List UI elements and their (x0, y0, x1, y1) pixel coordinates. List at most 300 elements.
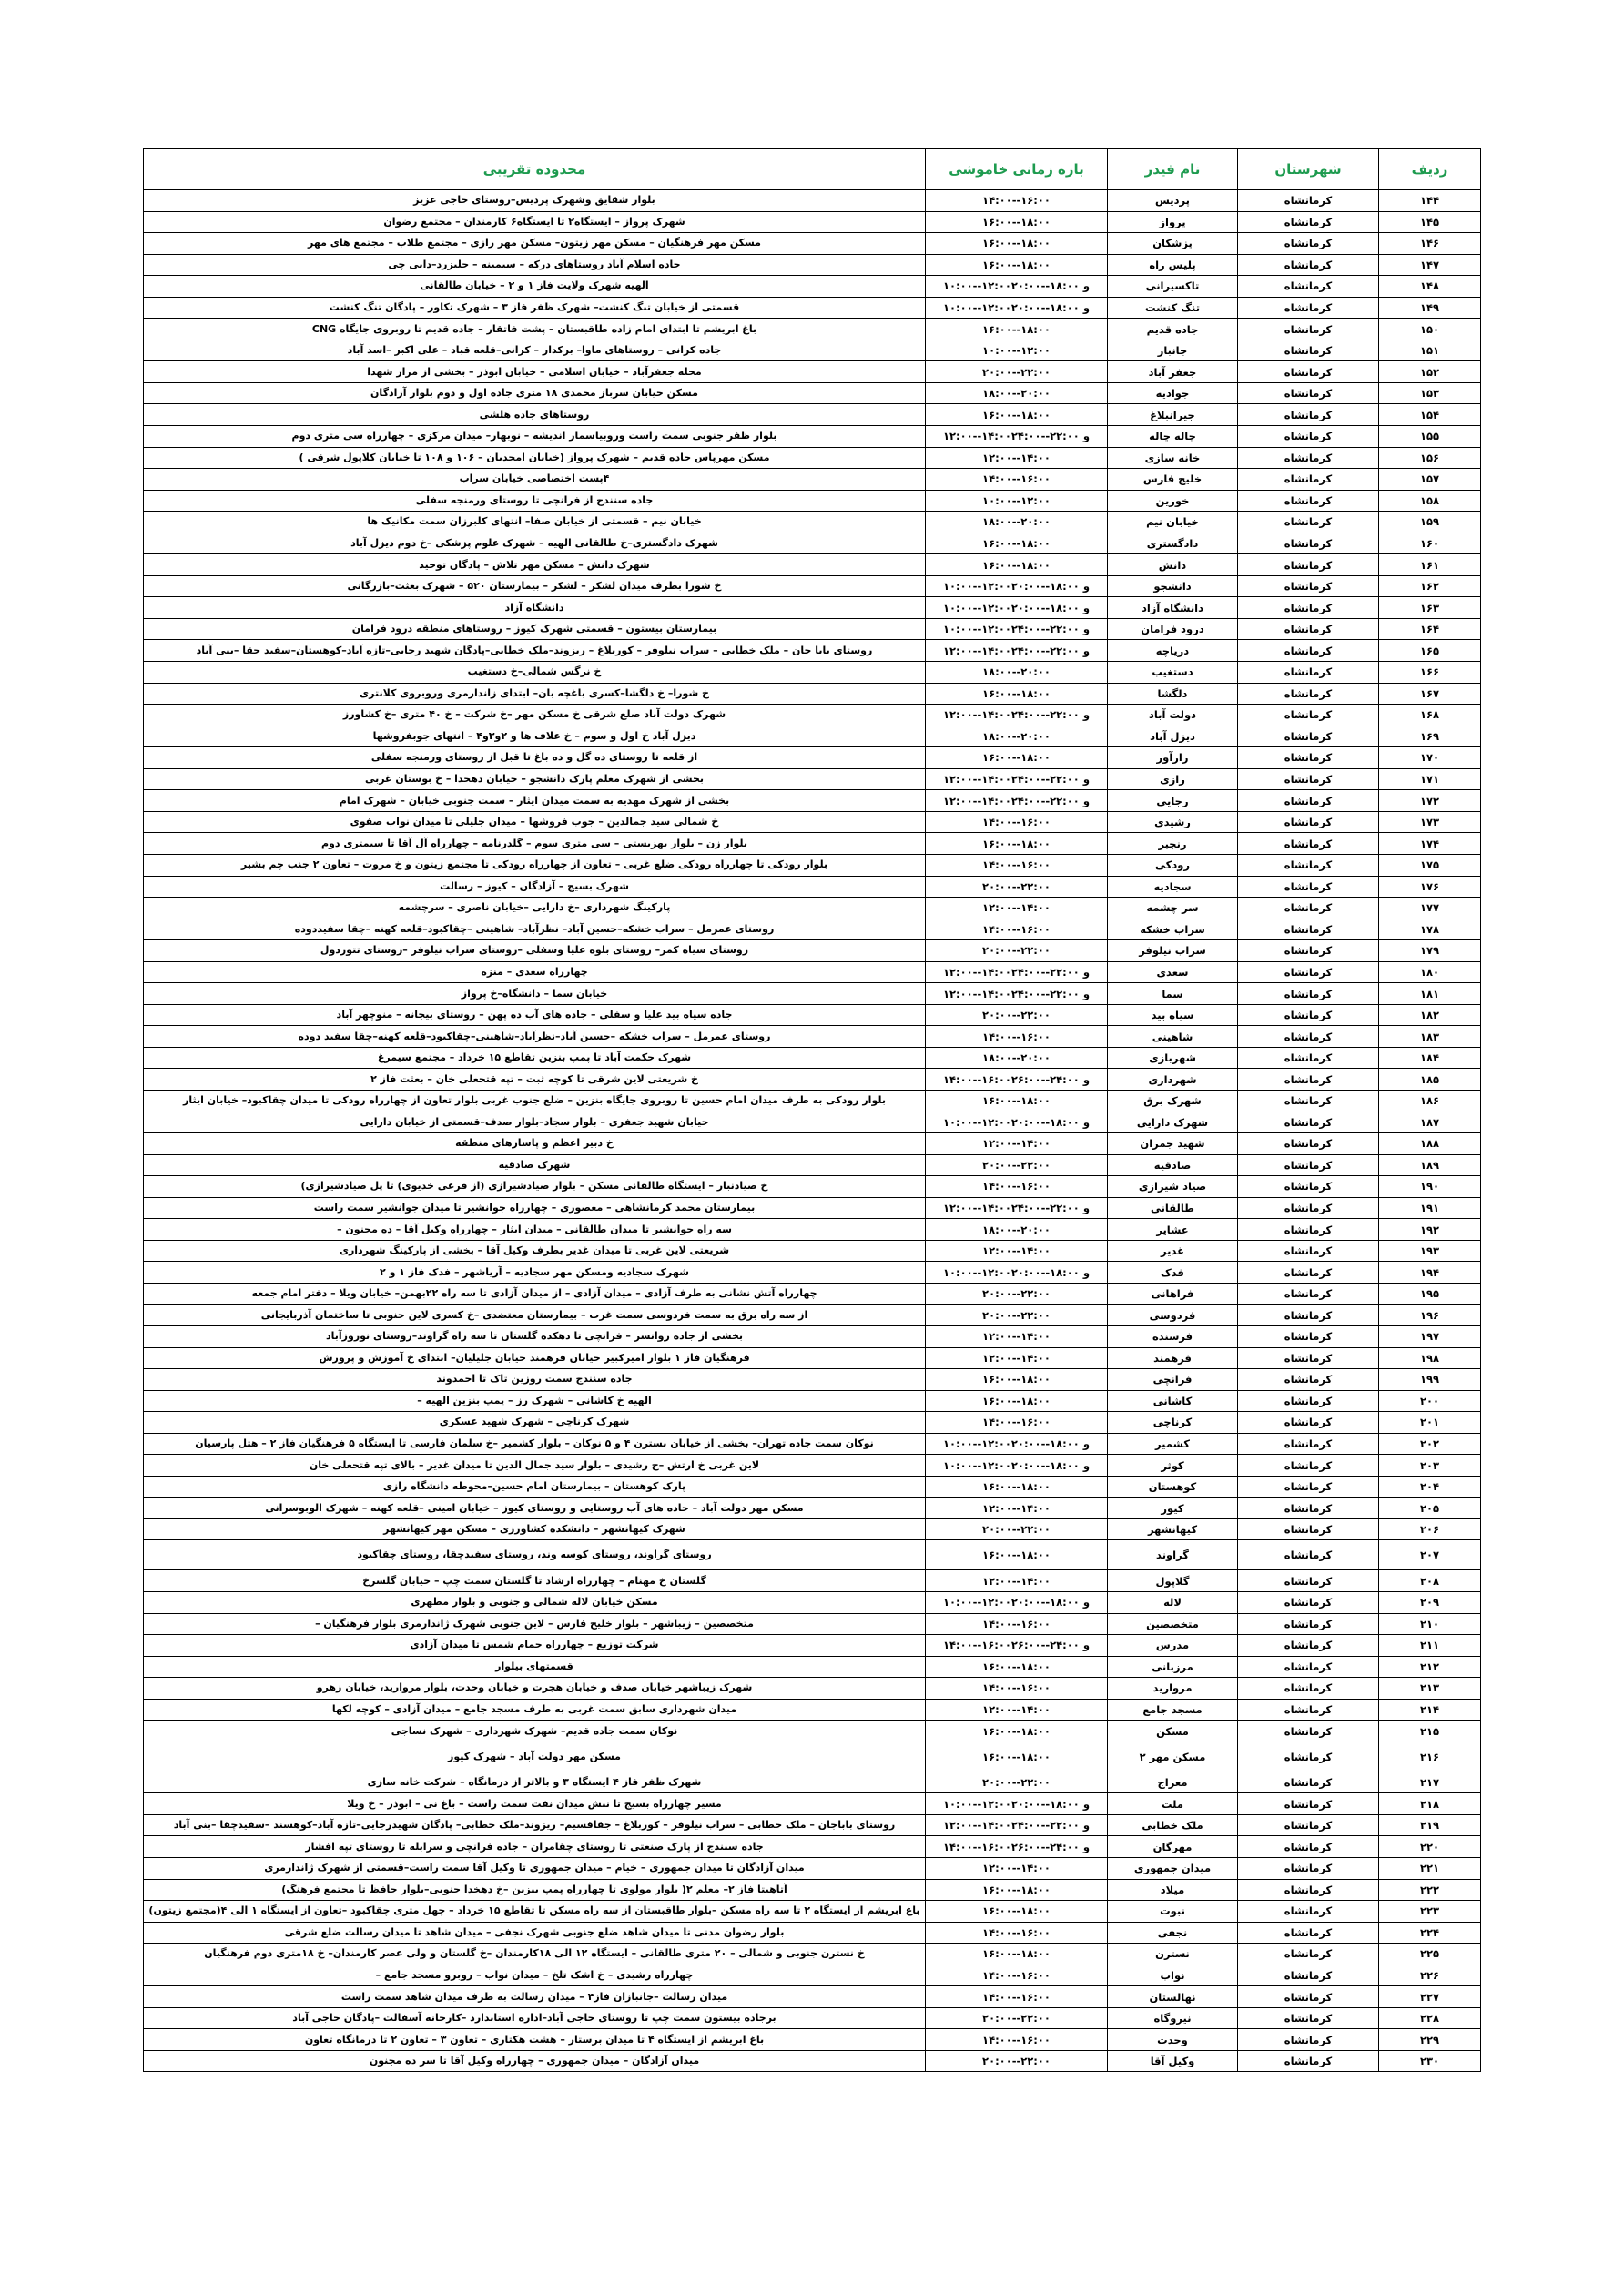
outage-time-cell: ۱۲:۰۰--۱۴:۰۰ (926, 1858, 1108, 1880)
outage-time-cell: ۱۲:۰۰--۱۴:۰۰و ۲۲:۰۰--۲۴:۰۰ (926, 768, 1108, 790)
area-cell: بلوار ظفر جنوبی سمت راست وروبیاسمار اندیشه – نوبهار– میدان مرکزی – چهارراه سی متری دوم (144, 426, 926, 448)
county-cell: کرمانشاه (1238, 1678, 1379, 1700)
feeder-name-cell: فرانچی (1108, 1369, 1238, 1391)
area-cell: جاده سیاه بید علیا و سفلی – جاده های آب ده پهن – روستای بیجانه – منوچهر آباد (144, 1004, 926, 1026)
table-row (144, 233, 1481, 255)
feeder-name-cell: غدیر (1108, 1240, 1238, 1262)
outage-time-cell: ۱۸:۰۰--۲۰:۰۰ (926, 662, 1108, 684)
feeder-name-cell: پزشکان (1108, 233, 1238, 255)
table-row (144, 1154, 1481, 1176)
row-number-cell: ۲۱۷ (1379, 1772, 1481, 1793)
area-cell: میدان آزادگان – میدان جمهوری – چهارراه وکیل آقا تا سر ده مجنون (144, 2050, 926, 2072)
table-row (144, 618, 1481, 640)
row-number-cell: ۱۹۲ (1379, 1219, 1481, 1241)
table-row (144, 1836, 1481, 1858)
feeder-name-cell: فردوسی (1108, 1305, 1238, 1326)
area-cell: خ شمالی سید جمالدین – جوب فروشها – میدان جلیلی تا میدان نواب صفوی (144, 811, 926, 833)
outage-time-cell: ۲۰:۰۰--۲۲:۰۰ (926, 940, 1108, 962)
row-number-cell: ۲۲۸ (1379, 2007, 1481, 2029)
county-cell: کرمانشاه (1238, 640, 1379, 662)
outage-time-cell: ۱۶:۰۰--۱۸:۰۰ (926, 1944, 1108, 1965)
row-number-cell: ۱۸۷ (1379, 1112, 1481, 1133)
county-cell: کرمانشاه (1238, 597, 1379, 619)
area-cell: بلوار زن – بلوار بهزیستی – سی متری سوم – گلدرنامه – چهارراه آل آقا تا سیمتری دوم (144, 833, 926, 855)
outage-time-cell: ۱۴:۰۰--۱۶:۰۰ (926, 1412, 1108, 1434)
row-number-cell: ۱۴۸ (1379, 276, 1481, 298)
area-cell: مسکن خیابان سرباز محمدی ۱۸ متری جاده اول و دوم بلوار آزادگان (144, 382, 926, 404)
county-cell: کرمانشاه (1238, 705, 1379, 726)
outage-time-cell: ۱۲:۰۰--۱۴:۰۰و ۲۲:۰۰--۲۴:۰۰ (926, 426, 1108, 448)
outage-time-cell: ۱۲:۰۰--۱۴:۰۰و ۲۲:۰۰--۲۴:۰۰ (926, 640, 1108, 662)
feeder-name-cell: شهرک برق (1108, 1090, 1238, 1112)
county-cell: کرمانشاه (1238, 533, 1379, 554)
table-row (144, 554, 1481, 576)
area-cell: برجاده بیستون سمت چپ تا روستای حاجی آباد–اداره استاندارد –کارخانه آسفالت –پادگان حاجی آباد (144, 2007, 926, 2029)
table-row (144, 1965, 1481, 1986)
feeder-name-cell: معراج (1108, 1772, 1238, 1793)
feeder-name-cell: تاکسیرانی (1108, 276, 1238, 298)
county-cell: کرمانشاه (1238, 1656, 1379, 1678)
table-row (144, 533, 1481, 554)
table-row (144, 469, 1481, 491)
header-area: محدوده تقریبی (144, 149, 926, 190)
table-row (144, 1090, 1481, 1112)
table-row (144, 833, 1481, 855)
table-row (144, 1793, 1481, 1815)
county-cell: کرمانشاه (1238, 1133, 1379, 1155)
feeder-name-cell: دیزل آباد (1108, 726, 1238, 747)
feeder-name-cell: خلیج فارس (1108, 469, 1238, 491)
row-number-cell: ۱۹۷ (1379, 1325, 1481, 1347)
table-row (144, 983, 1481, 1005)
outage-time-cell: ۱۴:۰۰--۱۶:۰۰ (926, 1678, 1108, 1700)
outage-time-cell: ۱۰:۰۰--۱۲:۰۰ (926, 490, 1108, 512)
area-cell: از قلعه تا روستای ده گل و ده باغ تا قبل از روستای ورمنجه سفلی (144, 747, 926, 769)
outage-time-cell: ۲۰:۰۰--۲۲:۰۰ (926, 876, 1108, 898)
row-number-cell: ۲۱۴ (1379, 1699, 1481, 1721)
feeder-name-cell: رشیدی (1108, 811, 1238, 833)
row-number-cell: ۲۲۶ (1379, 1965, 1481, 1986)
row-number-cell: ۲۱۸ (1379, 1793, 1481, 1815)
row-number-cell: ۱۵۳ (1379, 382, 1481, 404)
outage-time-cell: ۱۴:۰۰--۱۶:۰۰ (926, 1026, 1108, 1048)
outage-time-cell: ۱۶:۰۰--۱۸:۰۰ (926, 319, 1108, 340)
outage-time-cell: ۱۰:۰۰--۱۲:۰۰ (926, 340, 1108, 361)
row-number-cell: ۱۷۸ (1379, 919, 1481, 940)
outage-table (143, 148, 1481, 2072)
county-cell: کرمانشاه (1238, 1986, 1379, 2008)
outage-time-cell: ۱۸:۰۰--۲۰:۰۰ (926, 726, 1108, 747)
county-cell: کرمانشاه (1238, 1154, 1379, 1176)
feeder-name-cell: جوادیه (1108, 382, 1238, 404)
outage-time-cell: ۱۸:۰۰--۲۰:۰۰ (926, 512, 1108, 533)
feeder-name-cell: خانه سازی (1108, 447, 1238, 469)
county-cell: کرمانشاه (1238, 876, 1379, 898)
area-cell: باغ ابریشم تا ابتدای امام زاده طاقبستان – پشت فاتقار – جاده قدیم تا روبروی جایگاه CNG (144, 319, 926, 340)
feeder-name-cell: لاله (1108, 1592, 1238, 1614)
county-cell: کرمانشاه (1238, 512, 1379, 533)
table-row (144, 1772, 1481, 1793)
row-number-cell: ۲۰۴ (1379, 1476, 1481, 1498)
feeder-name-cell: مهرگان (1108, 1836, 1238, 1858)
row-number-cell: ۱۷۹ (1379, 940, 1481, 962)
row-number-cell: ۱۵۸ (1379, 490, 1481, 512)
outage-time-cell: ۱۶:۰۰--۱۸:۰۰ (926, 1721, 1108, 1742)
table-row (144, 961, 1481, 983)
outage-time-cell: ۱۴:۰۰--۱۶:۰۰ (926, 919, 1108, 940)
area-cell: سه راه جوانشیر تا میدان طالقانی – میدان ایثار – چهارراه وکیل آقا – ده مجنون – (144, 1219, 926, 1241)
outage-time-cell: ۱۲:۰۰--۱۴:۰۰ (926, 898, 1108, 919)
outage-time-cell: ۱۰:۰۰--۱۲:۰۰و ۱۸:۰۰--۲۰:۰۰ (926, 1455, 1108, 1477)
table-row (144, 1283, 1481, 1305)
table-row (144, 1613, 1481, 1635)
area-cell: مسیر چهارراه بسیج تا نبش میدان نفت سمت راست – باغ نی – ابوذر – خ ویلا (144, 1793, 926, 1815)
feeder-name-cell: سراب خشکه (1108, 919, 1238, 940)
area-cell: خ شورا– خ دلگشا–کسری باغچه بان– ابتدای زاندارمری وروبروی کلانتری (144, 683, 926, 705)
area-cell: خیابان سما – دانشگاه–خ پرواز (144, 983, 926, 1005)
outage-time-cell: ۱۰:۰۰--۱۲:۰۰و ۱۸:۰۰--۲۰:۰۰ (926, 1793, 1108, 1815)
table-row (144, 1635, 1481, 1657)
outage-time-cell: ۲۰:۰۰--۲۲:۰۰ (926, 1305, 1108, 1326)
county-cell: کرمانشاه (1238, 1814, 1379, 1836)
row-number-cell: ۲۱۵ (1379, 1721, 1481, 1742)
area-cell: بلوار شقایق وشهرک پردیس–روستای حاجی عزیز (144, 190, 926, 212)
table-row (144, 1570, 1481, 1592)
header-row (144, 149, 1481, 190)
feeder-name-cell: خورین (1108, 490, 1238, 512)
row-number-cell: ۱۹۵ (1379, 1283, 1481, 1305)
outage-time-cell: ۱۶:۰۰--۱۸:۰۰ (926, 233, 1108, 255)
table-row (144, 768, 1481, 790)
area-cell: جاده سنندج سمت روزین تاک تا احمدوند (144, 1369, 926, 1391)
row-number-cell: ۲۰۸ (1379, 1570, 1481, 1592)
feeder-name-cell: جعفر آباد (1108, 361, 1238, 383)
feeder-name-cell: مسجد جامع (1108, 1699, 1238, 1721)
county-cell: کرمانشاه (1238, 1498, 1379, 1519)
outage-time-cell: ۱۶:۰۰--۱۸:۰۰ (926, 747, 1108, 769)
area-cell: خ نرگس شمالی–خ دستغیب (144, 662, 926, 684)
feeder-name-cell: سیاه بید (1108, 1004, 1238, 1026)
outage-time-cell: ۱۶:۰۰--۱۸:۰۰ (926, 1901, 1108, 1923)
area-cell: شهرک پرواز – ایستگاه۲ تا ایستگاه۶ کارمندان – مجتمع رضوان (144, 211, 926, 233)
outage-time-cell: ۱۶:۰۰--۱۸:۰۰ (926, 1090, 1108, 1112)
table-row (144, 1742, 1481, 1772)
row-number-cell: ۱۸۲ (1379, 1004, 1481, 1026)
county-cell: کرمانشاه (1238, 854, 1379, 876)
outage-time-cell: ۱۲:۰۰--۱۴:۰۰ (926, 1570, 1108, 1592)
outage-time-cell: ۱۸:۰۰--۲۰:۰۰ (926, 1047, 1108, 1069)
table-row (144, 211, 1481, 233)
row-number-cell: ۲۱۶ (1379, 1742, 1481, 1772)
row-number-cell: ۱۶۰ (1379, 533, 1481, 554)
row-number-cell: ۱۸۹ (1379, 1154, 1481, 1176)
county-cell: کرمانشاه (1238, 254, 1379, 276)
county-cell: کرمانشاه (1238, 940, 1379, 962)
county-cell: کرمانشاه (1238, 811, 1379, 833)
county-cell: کرمانشاه (1238, 447, 1379, 469)
table-row (144, 662, 1481, 684)
area-cell: شرکت توزیع – چهارراه حمام شمس تا میدان آزادی (144, 1635, 926, 1657)
feeder-name-cell: طالقانی (1108, 1197, 1238, 1219)
feeder-name-cell: رازی (1108, 768, 1238, 790)
area-cell: آتاهیتا فاز ۲– معلم ۲( بلوار مولوی تا چهارراه پمپ بنزین –خ دهخدا جنوبی–بلوار حافظ تا مجتمع فرهنگ) (144, 1879, 926, 1901)
feeder-name-cell: نواب (1108, 1965, 1238, 1986)
outage-time-cell: ۱۶:۰۰--۱۸:۰۰ (926, 1879, 1108, 1901)
feeder-name-cell: پلیس راه (1108, 254, 1238, 276)
county-cell: کرمانشاه (1238, 919, 1379, 940)
table-row (144, 790, 1481, 812)
area-cell: خ صیادنبار – ایستگاه طالقانی مسکن – بلوار صیادشیرازی (از فرعی خدیوی) تا پل صیادشیرازی) (144, 1176, 926, 1198)
area-cell: خ نسترن جنوبی و شمالی – ۲۰ متری طالقانی – ایستگاه ۱۲ الی ۱۸کارمندان –خ گلستان و ولی عصر کارمندان– خ ۱۸متری دوم فرهنگیان (144, 1944, 926, 1965)
table-row (144, 1858, 1481, 1880)
row-number-cell: ۱۷۴ (1379, 833, 1481, 855)
outage-time-cell: ۱۴:۰۰--۱۶:۰۰ (926, 1613, 1108, 1635)
area-cell: روستای بابا جان – ملک خطابی – سراب نیلوفر – کوربلاغ – ریزوند–ملک خطابی–پادگان شهید رجایی–تازه آباد–کوهستان–سفید جقا –بنی آباد (144, 640, 926, 662)
outage-time-cell: ۱۶:۰۰--۱۸:۰۰ (926, 683, 1108, 705)
area-cell: مسکن خیابان لاله شمالی و جنوبی و بلوار مطهری (144, 1592, 926, 1614)
area-cell: بخشی از جاده روانسر – فرانچی تا دهکده گلستان تا سه راه گراوند–روستای نوروزآباد (144, 1325, 926, 1347)
feeder-name-cell: عشایر (1108, 1219, 1238, 1241)
outage-time-cell: ۱۴:۰۰--۱۶:۰۰ (926, 469, 1108, 491)
area-cell: روستای سیاه کمر– روستای بلوه علیا وسفلی –روستای سراب نیلوفر –روستای تتوردول (144, 940, 926, 962)
table-row (144, 1879, 1481, 1901)
area-cell: شهرک دادگستری–خ طالقانی الهیه – شهرک علوم پزشکی –خ دوم دیزل آباد (144, 533, 926, 554)
county-cell: کرمانشاه (1238, 662, 1379, 684)
table-row (144, 1678, 1481, 1700)
feeder-name-cell: رودکی (1108, 854, 1238, 876)
row-number-cell: ۲۰۳ (1379, 1455, 1481, 1477)
row-number-cell: ۱۶۴ (1379, 618, 1481, 640)
feeder-name-cell: جانباز (1108, 340, 1238, 361)
county-cell: کرمانشاه (1238, 1570, 1379, 1592)
table-row (144, 1047, 1481, 1069)
feeder-name-cell: نیروگاه (1108, 2007, 1238, 2029)
feeder-name-cell: شهرک دارایی (1108, 1112, 1238, 1133)
area-cell: بیمارستان بیستون – قسمتی شهرک کیوز – روستاهای منطقه درود فرامان (144, 618, 926, 640)
table-row (144, 940, 1481, 962)
county-cell: کرمانشاه (1238, 1283, 1379, 1305)
county-cell: کرمانشاه (1238, 1793, 1379, 1815)
outage-time-cell: ۱۴:۰۰--۱۶:۰۰ (926, 190, 1108, 212)
table-row (144, 382, 1481, 404)
table-row (144, 1004, 1481, 1026)
county-cell: کرمانشاه (1238, 1699, 1379, 1721)
feeder-name-cell: ملک خطابی (1108, 1814, 1238, 1836)
feeder-name-cell: فرسنده (1108, 1325, 1238, 1347)
table-row (144, 1814, 1481, 1836)
feeder-name-cell: میدان جمهوری (1108, 1858, 1238, 1880)
table-row (144, 1112, 1481, 1133)
row-number-cell: ۱۹۱ (1379, 1197, 1481, 1219)
row-number-cell: ۱۷۷ (1379, 898, 1481, 919)
row-number-cell: ۱۴۵ (1379, 211, 1481, 233)
table-row (144, 1369, 1481, 1391)
county-cell: کرمانشاه (1238, 726, 1379, 747)
table-row (144, 1325, 1481, 1347)
table-row (144, 2007, 1481, 2029)
row-number-cell: ۲۰۷ (1379, 1540, 1481, 1570)
area-cell: مسکن مهر دولت آباد – جاده های آب روستایی و روستای کیوز – خیابان امینی –قلعه کهنه – شهرک الوبوسرانی (144, 1498, 926, 1519)
area-cell: لاین غربی خ ارتش –خ رشیدی – بلوار سید جمال الدین تا میدان غدیر – بالای تپه قتحعلی خان (144, 1455, 926, 1477)
row-number-cell: ۱۶۱ (1379, 554, 1481, 576)
table-row (144, 876, 1481, 898)
feeder-name-cell: مسکن (1108, 1721, 1238, 1742)
county-cell: کرمانشاه (1238, 1635, 1379, 1657)
header-feeder-name: نام فیدر (1108, 149, 1238, 190)
row-number-cell: ۱۶۹ (1379, 726, 1481, 747)
area-cell: شهرک سجادیه ومسکن مهر سجادیه – آریاشهر – فدک فاز ۱ و ۲ (144, 1262, 926, 1284)
table-row (144, 726, 1481, 747)
area-cell: بلوار رودکی به طرف میدان امام حسین تا روبروی جایگاه بنزین – ضلع جنوب غربی بلوار تعاون از چهارراه رودکی تا میدان چقاکبود– خیابان ایثار (144, 1090, 926, 1112)
row-number-cell: ۲۱۳ (1379, 1678, 1481, 1700)
row-number-cell: ۲۰۰ (1379, 1390, 1481, 1412)
outage-time-cell: ۱۲:۰۰--۱۴:۰۰و ۲۲:۰۰--۲۴:۰۰ (926, 790, 1108, 812)
feeder-name-cell: کوهستان (1108, 1476, 1238, 1498)
header-outage-time: بازه زمانی خاموشی (926, 149, 1108, 190)
outage-time-cell: ۱۲:۰۰--۱۴:۰۰ (926, 1133, 1108, 1155)
outage-time-cell: ۱۰:۰۰--۱۲:۰۰و ۱۸:۰۰--۲۰:۰۰ (926, 276, 1108, 298)
feeder-name-cell: کوثر (1108, 1455, 1238, 1477)
county-cell: کرمانشاه (1238, 1944, 1379, 1965)
header-row-number: ردیف (1379, 149, 1481, 190)
area-cell: جاده سنندج از پارک صنعتی تا روستای چقامران – جاده فرانچی و سرابله تا روستای تپه افشار (144, 1836, 926, 1858)
county-cell: کرمانشاه (1238, 1901, 1379, 1923)
county-cell: کرمانشاه (1238, 1613, 1379, 1635)
area-cell: شهرک کرناچی – شهرک شهید عسکری (144, 1412, 926, 1434)
row-number-cell: ۲۲۱ (1379, 1858, 1481, 1880)
feeder-name-cell: چاله چاله (1108, 426, 1238, 448)
outage-time-cell: ۱۶:۰۰--۱۸:۰۰ (926, 1656, 1108, 1678)
feeder-name-cell: دریاچه (1108, 640, 1238, 662)
row-number-cell: ۱۵۰ (1379, 319, 1481, 340)
row-number-cell: ۲۲۷ (1379, 1986, 1481, 2008)
row-number-cell: ۱۸۴ (1379, 1047, 1481, 1069)
county-cell: کرمانشاه (1238, 1742, 1379, 1772)
feeder-name-cell: تنگ کنشت (1108, 297, 1238, 319)
outage-time-cell: ۱۴:۰۰--۱۶:۰۰ (926, 1922, 1108, 1944)
row-number-cell: ۱۷۰ (1379, 747, 1481, 769)
row-number-cell: ۲۰۵ (1379, 1498, 1481, 1519)
county-cell: کرمانشاه (1238, 211, 1379, 233)
table-row (144, 1390, 1481, 1412)
feeder-name-cell: صیاد شیرازی (1108, 1176, 1238, 1198)
area-cell: روستای عمرمل – سراب خشکه –حسین آباد–نظرآباد–شاهینی–چقاکبود–قلعه کهنه–چقا سفید دوده (144, 1026, 926, 1048)
row-number-cell: ۱۹۶ (1379, 1305, 1481, 1326)
table-row (144, 811, 1481, 833)
feeder-name-cell: جیرانبلاغ (1108, 404, 1238, 426)
county-cell: کرمانشاه (1238, 1176, 1379, 1198)
outage-time-cell: ۱۴:۰۰--۱۶:۰۰و ۲۴:۰۰--۲۶:۰۰ (926, 1836, 1108, 1858)
area-cell: شهرک صادقیه (144, 1154, 926, 1176)
feeder-name-cell: سعدی (1108, 961, 1238, 983)
row-number-cell: ۲۰۲ (1379, 1433, 1481, 1455)
feeder-name-cell: دانشجو (1108, 575, 1238, 597)
row-number-cell: ۱۸۶ (1379, 1090, 1481, 1112)
table-row (144, 297, 1481, 319)
outage-time-cell: ۲۰:۰۰--۲۲:۰۰ (926, 1154, 1108, 1176)
outage-time-cell: ۱۲:۰۰--۱۴:۰۰و ۲۲:۰۰--۲۴:۰۰ (926, 1197, 1108, 1219)
feeder-name-cell: رازآور (1108, 747, 1238, 769)
county-cell: کرمانشاه (1238, 2029, 1379, 2051)
row-number-cell: ۲۰۱ (1379, 1412, 1481, 1434)
table-row (144, 597, 1481, 619)
county-cell: کرمانشاه (1238, 340, 1379, 361)
table-row (144, 1944, 1481, 1965)
county-cell: کرمانشاه (1238, 790, 1379, 812)
area-cell: خ دبیر اعظم و پاسارهای منطقه (144, 1133, 926, 1155)
table-row (144, 575, 1481, 597)
table-row (144, 1347, 1481, 1369)
row-number-cell: ۱۴۶ (1379, 233, 1481, 255)
outage-time-cell: ۱۲:۰۰--۱۴:۰۰و ۲۲:۰۰--۲۴:۰۰ (926, 1814, 1108, 1836)
county-cell: کرمانشاه (1238, 1592, 1379, 1614)
county-cell: کرمانشاه (1238, 1090, 1379, 1112)
outage-time-cell: ۱۴:۰۰--۱۶:۰۰ (926, 1965, 1108, 1986)
area-cell: قسمتهای بیلوار (144, 1656, 926, 1678)
area-cell: الهیه خ کاشانی – شهرک رز – پمپ بنزین الهیه – (144, 1390, 926, 1412)
table-row (144, 1476, 1481, 1498)
county-cell: کرمانشاه (1238, 426, 1379, 448)
row-number-cell: ۱۷۱ (1379, 768, 1481, 790)
area-cell: مسکن مهرپاس جاده قدیم – شهرک پرواز (خیابان امجدیان – ۱۰۶ و ۱۰۸ تا خیابان کلاپول شرقی ) (144, 447, 926, 469)
county-cell: کرمانشاه (1238, 1476, 1379, 1498)
feeder-name-cell: سراب نیلوفر (1108, 940, 1238, 962)
feeder-name-cell: نجفی (1108, 1922, 1238, 1944)
row-number-cell: ۱۶۲ (1379, 575, 1481, 597)
area-cell: پارک کوهستان – بیمارستان امام حسین–محوطه دانشگاه رازی (144, 1476, 926, 1498)
feeder-name-cell: دانشگاه آزاد (1108, 597, 1238, 619)
row-number-cell: ۱۶۵ (1379, 640, 1481, 662)
county-cell: کرمانشاه (1238, 1879, 1379, 1901)
county-cell: کرمانشاه (1238, 1836, 1379, 1858)
county-cell: کرمانشاه (1238, 1197, 1379, 1219)
county-cell: کرمانشاه (1238, 1047, 1379, 1069)
county-cell: کرمانشاه (1238, 190, 1379, 212)
row-number-cell: ۲۲۲ (1379, 1879, 1481, 1901)
feeder-name-cell: سجادیه (1108, 876, 1238, 898)
outage-time-cell: ۱۲:۰۰--۱۴:۰۰و ۲۲:۰۰--۲۴:۰۰ (926, 705, 1108, 726)
area-cell: بخشی از شهرک معلم پارک دانشجو – خیابان دهخدا – خ بوستان غربی (144, 768, 926, 790)
row-number-cell: ۱۸۳ (1379, 1026, 1481, 1048)
feeder-name-cell: گراوند (1108, 1540, 1238, 1570)
outage-time-cell: ۱۶:۰۰--۱۸:۰۰ (926, 1390, 1108, 1412)
table-row (144, 2050, 1481, 2072)
outage-schedule-sheet (143, 148, 1480, 2072)
row-number-cell: ۱۹۴ (1379, 1262, 1481, 1284)
feeder-name-cell: مرزبانی (1108, 1656, 1238, 1678)
county-cell: کرمانشاه (1238, 1433, 1379, 1455)
feeder-name-cell: رنجبر (1108, 833, 1238, 855)
row-number-cell: ۲۰۶ (1379, 1518, 1481, 1540)
area-cell: بیمارستان محمد کرمانشاهی – معصوری – چهارراه جوانشیر تا میدان جوانشیر سمت راست (144, 1197, 926, 1219)
table-row (144, 1219, 1481, 1241)
outage-time-cell: ۱۰:۰۰--۱۲:۰۰و ۲۲:۰۰--۲۴:۰۰ (926, 618, 1108, 640)
table-row (144, 1433, 1481, 1455)
county-cell: کرمانشاه (1238, 319, 1379, 340)
area-cell: مسکن مهر فرهنگیان – مسکن مهر زیتون– مسکن مهر رازی – مجتمع طلاب – مجتمع های مهر (144, 233, 926, 255)
table-row (144, 898, 1481, 919)
area-cell: دیزل آباد خ اول و سوم – خ علاف ها و ۲و۳و۴ – انتهای جوبفروشها (144, 726, 926, 747)
outage-time-cell: ۱۲:۰۰--۱۴:۰۰ (926, 1498, 1108, 1519)
row-number-cell: ۱۷۳ (1379, 811, 1481, 833)
row-number-cell: ۲۳۰ (1379, 2050, 1481, 2072)
county-cell: کرمانشاه (1238, 1965, 1379, 1986)
row-number-cell: ۱۹۳ (1379, 1240, 1481, 1262)
header-county: شهرستان (1238, 149, 1379, 190)
row-number-cell: ۱۵۵ (1379, 426, 1481, 448)
area-cell: خ شریعتی لاین شرقی تا کوچه ثبت – تپه قتحعلی خان – بعثت فاز ۲ (144, 1069, 926, 1091)
row-number-cell: ۲۲۳ (1379, 1901, 1481, 1923)
